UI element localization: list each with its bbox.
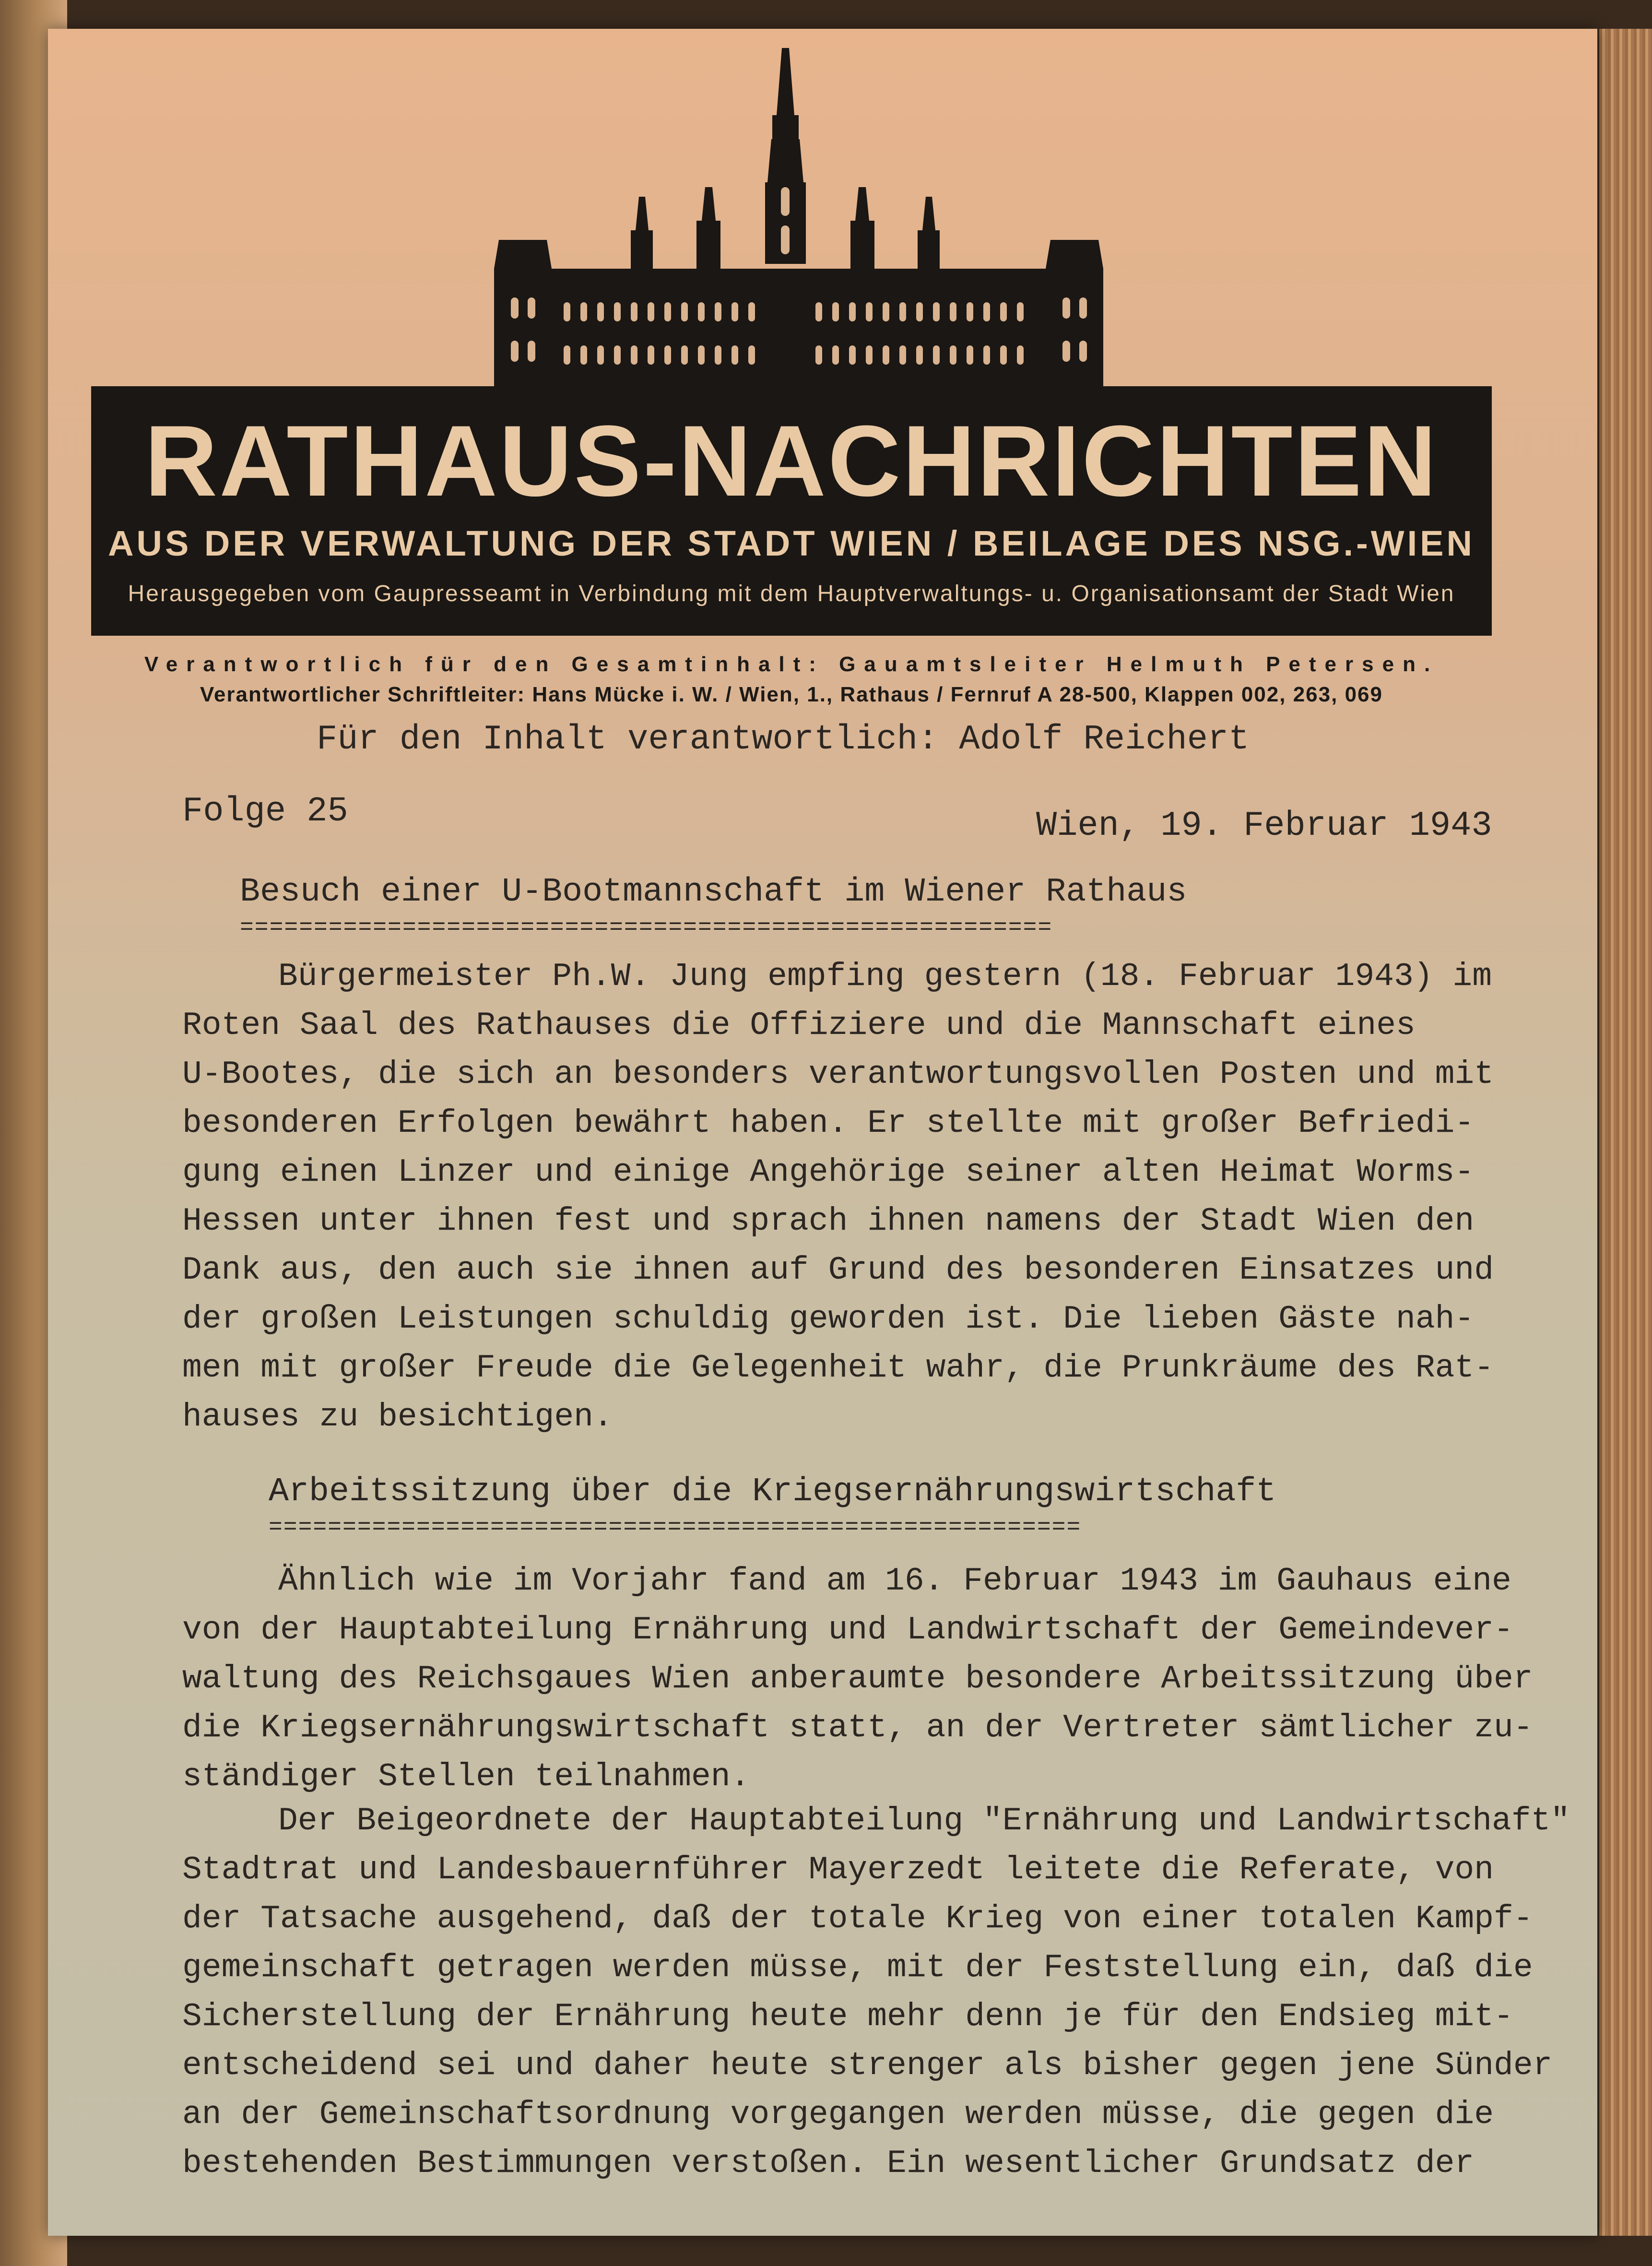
article-2-paragraph-2 bbox=[182, 1797, 1573, 2188]
newsletter-title: RATHAUS-NACHRICHTEN bbox=[144, 404, 1439, 517]
article-1-headline: Besuch einer U-Bootmannschaft im Wiener Rathaus bbox=[240, 873, 1187, 911]
text-line: gung einen Linzer und einige Angehörige seiner alten Heimat Worms- bbox=[182, 1154, 1475, 1191]
article-2-paragraph-1 bbox=[182, 1557, 1573, 1802]
article-2-underline: ======================================================= bbox=[269, 1515, 1082, 1541]
text-line: besonderen Erfolgen bewährt haben. Er stellte mit großer Befriedi- bbox=[182, 1105, 1475, 1142]
issue-date: Wien, 19. Februar 1943 bbox=[1036, 806, 1492, 845]
text-line: der großen Leistungen schuldig geworden ist. Die lieben Gäste nah- bbox=[182, 1301, 1475, 1338]
text-line: die Kriegsernährungswirtschaft statt, an der Vertreter sämtlicher zu- bbox=[182, 1709, 1533, 1746]
editor-line-2: Verantwortlicher Schriftleiter: Hans Mücke i. W. / Wien, 1., Rathaus / Fernruf A 28-500, Klappen 002, 263, 069 bbox=[200, 683, 1383, 706]
text-line: entscheidend sei und daher heute strenger als bisher gegen jene Sünder bbox=[182, 2047, 1553, 2084]
text-line: U-Bootes, die sich an besonders verantwortungsvollen Posten und mit bbox=[182, 1056, 1494, 1093]
text-line: der Tatsache ausgehend, daß der totale Krieg von einer totalen Kampf- bbox=[182, 1900, 1533, 1937]
newsletter-page bbox=[48, 29, 1597, 2236]
text-line: Hessen unter ihnen fest und sprach ihnen namens der Stadt Wien den bbox=[182, 1203, 1475, 1240]
text-line: Der Beigeordnete der Hauptabteilung "Ernährung und Landwirtschaft" bbox=[278, 1803, 1570, 1839]
text-line: Dank aus, den auch sie ihnen auf Grund des besonderen Einsatzes und bbox=[182, 1252, 1494, 1289]
text-line: Ähnlich wie im Vorjahr fand am 16. Februar 1943 im Gauhaus eine bbox=[278, 1563, 1511, 1600]
article-1-underline: ======================================================= bbox=[240, 915, 1053, 941]
text-line: hauses zu besichtigen. bbox=[182, 1399, 613, 1436]
newsletter-subtitle: AUS DER VERWALTUNG DER STADT WIEN / BEILAGE DES NSG.-WIEN bbox=[108, 523, 1475, 563]
text-line: bestehenden Bestimmungen verstoßen. Ein wesentlicher Grundsatz der bbox=[182, 2145, 1475, 2182]
town-hall-emblem bbox=[48, 29, 1597, 413]
editor-line-1: Verantwortlich für den Gesamtinhalt: Gauamtsleiter Helmuth Petersen. bbox=[144, 653, 1439, 676]
text-line: Sicherstellung der Ernährung heute mehr denn je für den Endsieg mit- bbox=[182, 1998, 1513, 2035]
text-line: von der Hauptabteilung Ernährung und Landwirtschaft der Gemeindever- bbox=[182, 1612, 1513, 1649]
text-line: Stadtrat und Landesbauernführer Mayerzedt leitete die Referate, von bbox=[182, 1851, 1494, 1888]
article-1-body bbox=[182, 952, 1573, 1442]
issue-number: Folge 25 bbox=[182, 792, 348, 831]
text-line: waltung des Reichsgaues Wien anberaumte besondere Arbeitssitzung über bbox=[182, 1661, 1533, 1697]
text-line: Bürgermeister Ph.W. Jung empfing gestern (18. Februar 1943) im bbox=[278, 958, 1492, 995]
publisher-line: Herausgegeben vom Gaupresseamt in Verbindung mit dem Hauptverwaltungs- u. Organisationsamt der Stadt Wien bbox=[128, 581, 1455, 606]
text-line: gemeinschaft getragen werden müsse, mit der Feststellung ein, daß die bbox=[182, 1949, 1533, 1986]
masthead-banner bbox=[91, 386, 1492, 636]
text-line: Roten Saal des Rathauses die Offiziere und die Mannschaft eines bbox=[182, 1007, 1416, 1044]
article-2-headline: Arbeitssitzung über die Kriegsernährungswirtschaft bbox=[269, 1473, 1276, 1511]
book-page-edges bbox=[1599, 29, 1652, 2236]
text-line: men mit großer Freude die Gelegenheit wahr, die Prunkräume des Rat- bbox=[182, 1350, 1494, 1387]
text-line: an der Gemeinschaftsordnung vorgegangen werden müsse, die gegen die bbox=[182, 2096, 1494, 2133]
responsible-line: Für den Inhalt verantwortlich: Adolf Reichert bbox=[317, 720, 1250, 759]
text-line: ständiger Stellen teilnahmen. bbox=[182, 1758, 750, 1795]
